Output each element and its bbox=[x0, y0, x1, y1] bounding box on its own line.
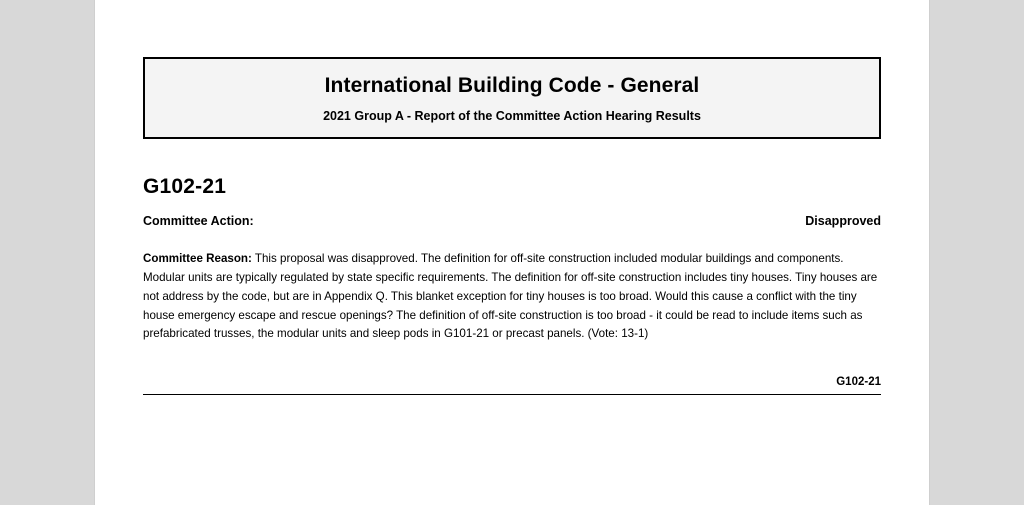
document-page bbox=[95, 0, 929, 505]
committee-action-label: Committee Action: bbox=[143, 214, 254, 229]
footer-id: G102-21 bbox=[836, 376, 881, 389]
page-content bbox=[95, 0, 929, 505]
proposal-id: G102-21 bbox=[143, 175, 227, 199]
page-title: International Building Code - General bbox=[324, 74, 700, 97]
document-header-box bbox=[143, 57, 881, 139]
committee-action-value: Disapproved bbox=[805, 214, 881, 229]
page-subtitle: 2021 Group A - Report of the Committee Action Hearing Results bbox=[323, 109, 701, 124]
committee-action-row bbox=[143, 214, 881, 228]
committee-reason-label: Committee Reason: bbox=[143, 252, 252, 266]
committee-reason-text: This proposal was disapproved. The definition for off-site construction included modular buildings and components. Modular units are typically regulated by state specific requirements. The definition for off-site construction includes tiny houses. Tiny houses are not address by the code, but are in Appendix Q. This blanket exception for tiny houses is too broad. Would this cause a conflict with the tiny house emergency escape and rescue openings? The definition of off-site construction is too broad - it could be read to include items such as prefabricated trusses, the modular units and sleep pods in G101-21 or precast panels. (Vote: 13-1) bbox=[143, 252, 878, 341]
committee-reason-paragraph bbox=[143, 250, 881, 344]
